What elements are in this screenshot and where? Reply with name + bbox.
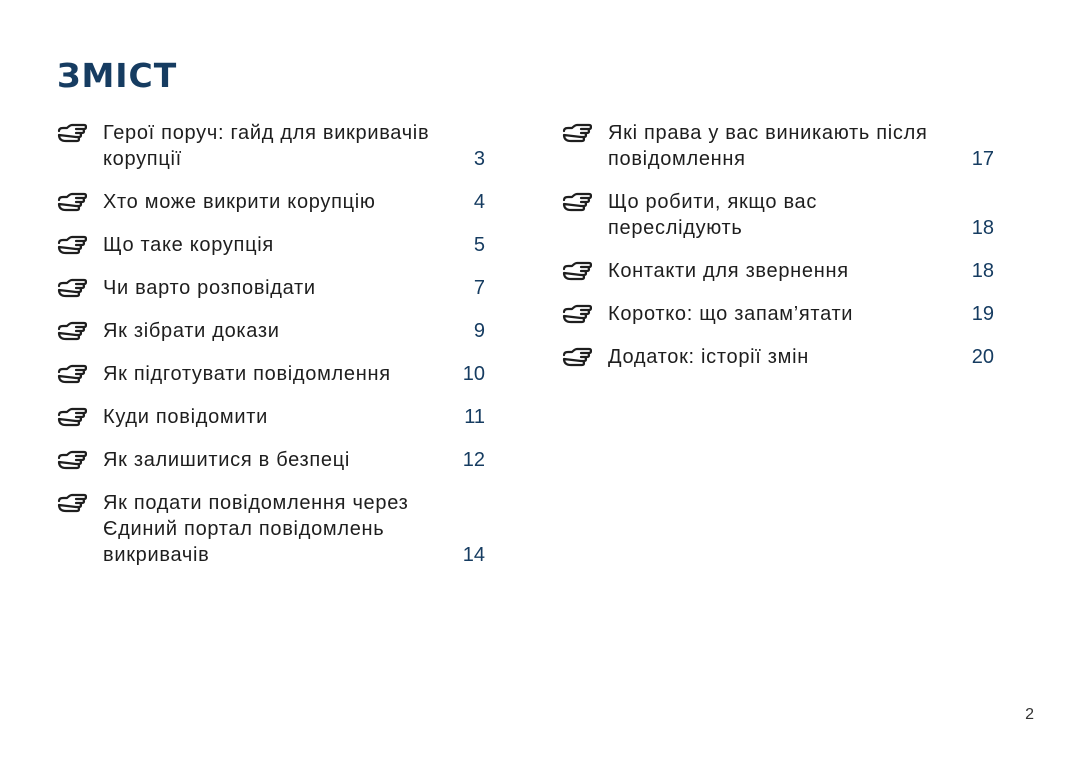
toc-entry-label: Як подати повідомлення через Єдиний портал повідомлень викривачів — [103, 492, 409, 566]
toc-entry-page: 9 — [473, 320, 485, 342]
toc-entry-page: 18 — [971, 260, 994, 282]
toc-entry-label: Що таке корупція — [103, 234, 274, 256]
toc-entry-label: Як залишитися в безпеці — [103, 449, 351, 471]
toc-entry[interactable] — [57, 318, 485, 344]
toc-entry[interactable] — [57, 447, 485, 473]
pointing-hand-icon — [562, 123, 592, 145]
pointing-hand-icon — [562, 304, 592, 326]
toc-entry[interactable] — [57, 404, 485, 430]
toc-left-column — [57, 120, 485, 585]
toc-entry-page: 18 — [971, 217, 994, 239]
pointing-hand-icon — [562, 347, 592, 369]
toc-entry-label: Як зібрати докази — [103, 320, 280, 342]
toc-entry-page: 10 — [462, 363, 485, 385]
toc-entry-label: Що робити, якщо вас переслідують — [608, 191, 818, 239]
pointing-hand-icon — [57, 321, 87, 343]
toc-entry[interactable] — [57, 120, 485, 172]
toc-entry-page: 20 — [971, 346, 994, 368]
toc-entry-label: Куди повідомити — [103, 406, 268, 428]
toc-entry[interactable] — [562, 120, 994, 172]
toc-entry-page: 19 — [971, 303, 994, 325]
pointing-hand-icon — [57, 407, 87, 429]
toc-entry-page: 12 — [462, 449, 485, 471]
toc-entry-page: 4 — [473, 191, 485, 213]
toc-entry[interactable] — [562, 258, 994, 284]
toc-entry-label: Хто може викрити корупцію — [103, 191, 376, 213]
pointing-hand-icon — [57, 278, 87, 300]
pointing-hand-icon — [57, 364, 87, 386]
toc-entry-page: 3 — [473, 148, 485, 170]
toc-entry-page: 5 — [473, 234, 485, 256]
pointing-hand-icon — [57, 235, 87, 257]
toc-entry-page: 7 — [473, 277, 485, 299]
page-number: 2 — [1025, 706, 1034, 723]
toc-right-column — [562, 120, 994, 387]
toc-entry-label: Чи варто розповідати — [103, 277, 316, 299]
toc-entry-label: Додаток: історії змін — [608, 346, 810, 368]
toc-entry[interactable] — [57, 275, 485, 301]
pointing-hand-icon — [57, 192, 87, 214]
pointing-hand-icon — [57, 450, 87, 472]
toc-entry-label: Як підготувати повідомлення — [103, 363, 391, 385]
toc-entry[interactable] — [57, 232, 485, 258]
page-title: ЗМІСТ — [57, 56, 178, 95]
toc-entry[interactable] — [562, 344, 994, 370]
pointing-hand-icon — [57, 123, 87, 145]
toc-entry[interactable] — [57, 361, 485, 387]
toc-entry[interactable] — [562, 301, 994, 327]
toc-entry[interactable] — [57, 490, 485, 568]
toc-entry-label: Контакти для звернення — [608, 260, 849, 282]
toc-entry-label: Герої поруч: гайд для викривачів корупції — [103, 122, 430, 170]
toc-entry[interactable] — [57, 189, 485, 215]
pointing-hand-icon — [562, 192, 592, 214]
toc-entry-page: 11 — [464, 406, 485, 428]
pointing-hand-icon — [57, 493, 87, 515]
toc-entry-label: Які права у вас виникають після повідомлення — [608, 122, 928, 170]
toc-entry-label: Коротко: що запам’ятати — [608, 303, 854, 325]
toc-entry-page: 14 — [462, 544, 485, 566]
toc-entry-page: 17 — [971, 148, 994, 170]
toc-entry[interactable] — [562, 189, 994, 241]
pointing-hand-icon — [562, 261, 592, 283]
